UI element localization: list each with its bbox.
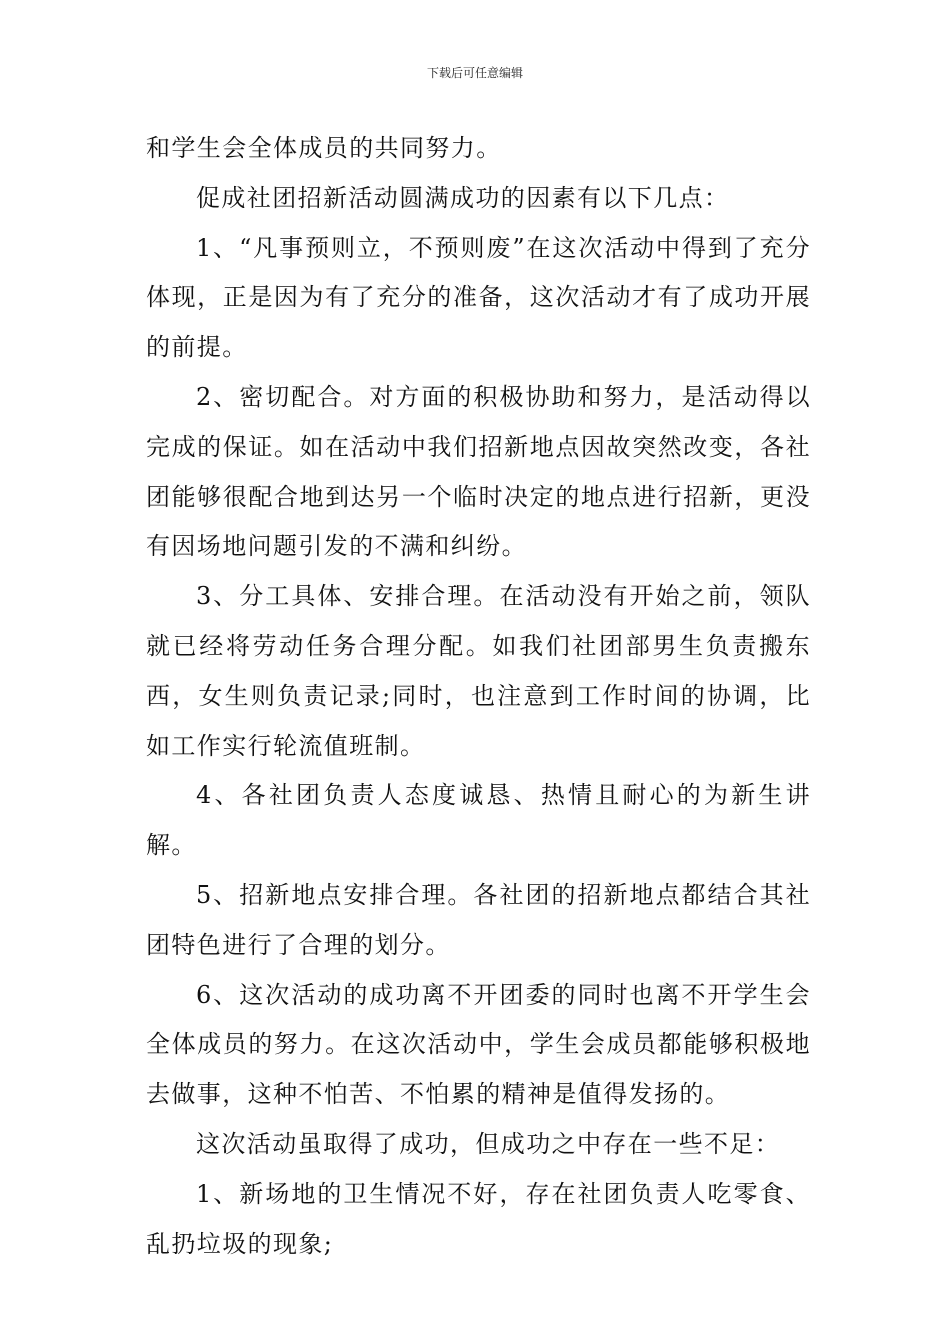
paragraph-6: 4、各社团负责人态度诚恳、热情且耐心的为新生讲解。: [146, 781, 811, 860]
paragraph-10: 1、新场地的卫生情况不好，存在社团负责人吃零食、乱扔垃圾的现象;: [146, 1179, 811, 1258]
paragraph-2: 促成社团招新活动圆满成功的因素有以下几点：: [196, 183, 730, 212]
paragraph-5: 3、分工具体、安排合理。在活动没有开始之前，领队就已经将劳动任务合理分配。如我们社团部男生负责搬东西，女生则负责记录;同时，也注意到工作时间的协调，比如工作实行轮流值班制。: [146, 582, 811, 760]
page-header: 下载后可任意编辑: [426, 66, 523, 80]
paragraph-3: 1、“凡事预则立，不预则废”在这次活动中得到了充分体现，正是因为有了充分的准备，这次活动才有了成功开展的前提。: [146, 233, 811, 362]
paragraph-1: 和学生会全体成员的共同努力。: [146, 134, 502, 162]
paragraph-8: 6、这次活动的成功离不开团委的同时也离不开学生会全体成员的努力。在这次活动中，学生会成员都能够积极地去做事，这种不怕苦、不怕累的精神是值得发扬的。: [146, 980, 811, 1109]
paragraph-4: 2、密切配合。对方面的积极协助和努力，是活动得以完成的保证。如在活动中我们招新地点因故突然改变，各社团能够很配合地到达另一个临时决定的地点进行招新，更没有因场地问题引发的不满和纠纷。: [146, 382, 811, 561]
paragraph-9: 这次活动虽取得了成功，但成功之中存在一些不足：: [196, 1129, 781, 1158]
paragraph-7: 5、招新地点安排合理。各社团的招新地点都结合其社团特色进行了合理的划分。: [146, 880, 811, 959]
document-body: [146, 124, 811, 1269]
